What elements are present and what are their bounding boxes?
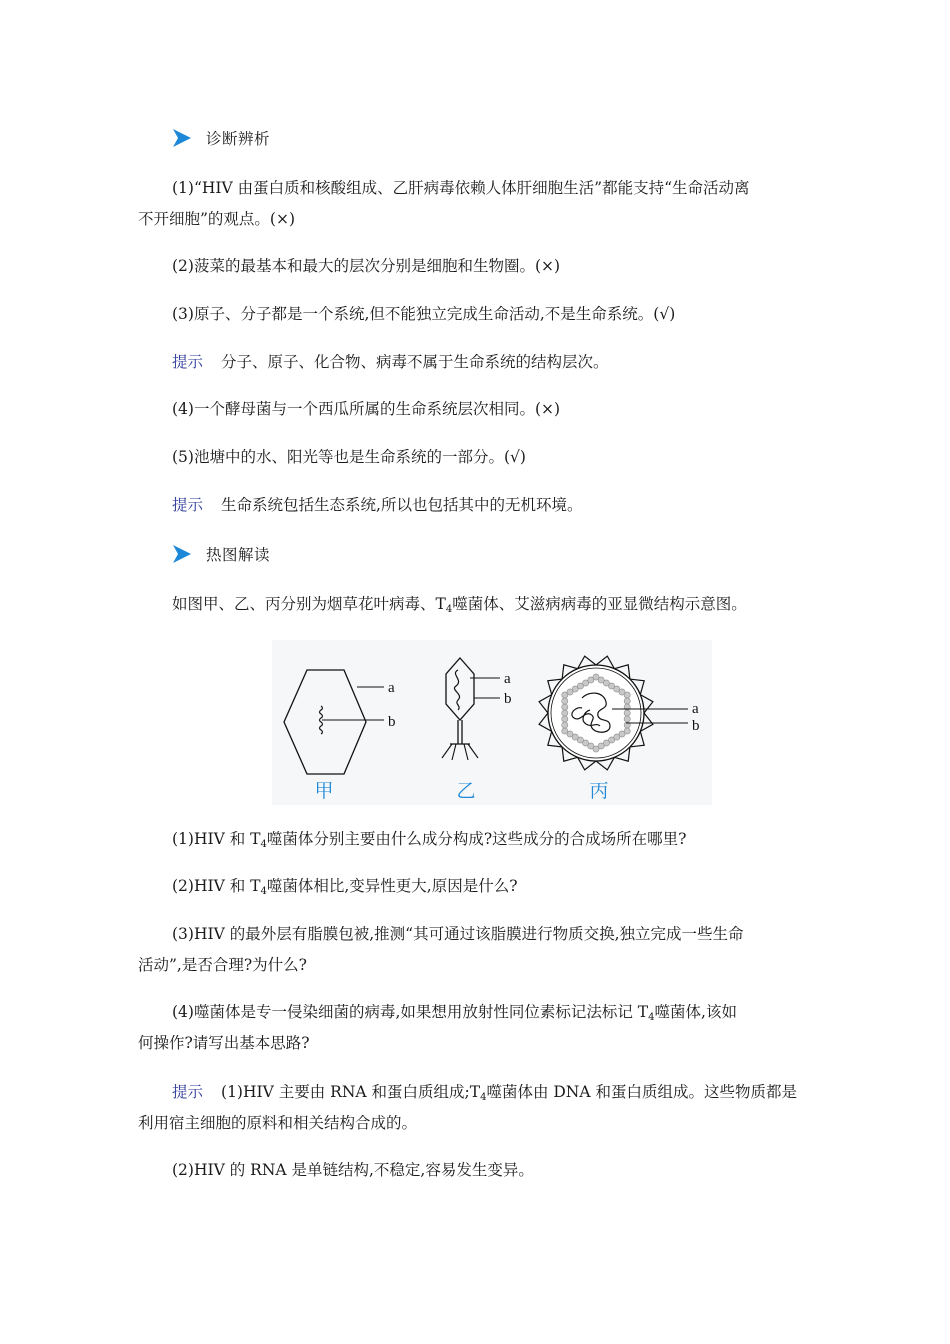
caption-bing: 丙 bbox=[589, 780, 609, 802]
virus-bing bbox=[539, 656, 699, 802]
a1-text-a: (1)HIV 主要由 RNA 和蛋白质组成;T bbox=[221, 1083, 481, 1101]
caption-jia: 甲 bbox=[314, 780, 334, 802]
label-b: b bbox=[504, 691, 512, 707]
item-2: (2)菠菜的最基本和最大的层次分别是细胞和生物圈。(×) bbox=[172, 257, 561, 275]
hexagon-capsid bbox=[284, 670, 366, 774]
matrix-bead bbox=[624, 716, 630, 722]
answer-1-line-1 bbox=[172, 1080, 797, 1110]
hint-label: 提示 bbox=[172, 353, 204, 371]
q4-text-b: 噬菌体,该如 bbox=[654, 1003, 737, 1021]
q4-text-a: (4)噬菌体是专一侵染细菌的病毒,如果想用放射性同位素标记法标记 T bbox=[172, 1003, 649, 1021]
triangle-marker-icon bbox=[172, 128, 192, 148]
tail-fiber bbox=[442, 744, 452, 758]
answer-2: (2)HIV 的 RNA 是单链结构,不稳定,容易发生变异。 bbox=[172, 1161, 534, 1179]
item-1-line-1: (1)“HIV 由蛋白质和核酸组成、乙肝病毒依赖人体肝细胞生活”都能支持“生命活动离 bbox=[172, 179, 750, 197]
tail-fiber bbox=[464, 744, 468, 760]
matrix-bead bbox=[562, 698, 568, 704]
section-header-diagnosis bbox=[172, 126, 270, 150]
phage-head bbox=[446, 658, 474, 720]
tail-fiber bbox=[452, 744, 456, 760]
q1-text-a: (1)HIV 和 T bbox=[172, 830, 261, 848]
subscript: 4 bbox=[260, 839, 267, 850]
item-4: (4)一个酵母菌与一个西瓜所属的生命系统层次相同。(×) bbox=[172, 400, 561, 418]
matrix-bead bbox=[562, 722, 568, 728]
matrix-bead bbox=[624, 692, 630, 698]
subscript: 4 bbox=[480, 1092, 487, 1103]
hint-label: 提示 bbox=[172, 496, 204, 514]
matrix-bead bbox=[562, 728, 568, 734]
hint-label: 提示 bbox=[172, 1083, 204, 1101]
intro-text-b: 噬菌体、艾滋病病毒的亚显微结构示意图。 bbox=[452, 595, 747, 613]
intro-text-a: 如图甲、乙、丙分别为烟草花叶病毒、T bbox=[172, 595, 446, 613]
item-1-line-2: 不开细胞”的观点。(×) bbox=[138, 210, 296, 228]
label-a: a bbox=[504, 671, 511, 687]
question-4-line-2: 何操作?请写出基本思路? bbox=[138, 1034, 310, 1052]
label-a: a bbox=[692, 701, 699, 717]
section-title: 热图解读 bbox=[206, 546, 271, 564]
triangle-marker-icon bbox=[172, 544, 192, 564]
question-2 bbox=[172, 874, 518, 904]
question-3-line-1: (3)HIV 的最外层有脂膜包被,推测“其可通过该脂膜进行物质交换,独立完成一些生命 bbox=[172, 925, 744, 943]
matrix-bead bbox=[624, 710, 630, 716]
answer-1-line-2: 利用宿主细胞的原料和相关结构合成的。 bbox=[138, 1114, 418, 1132]
label-a: a bbox=[388, 680, 395, 696]
dna-coil bbox=[454, 670, 459, 710]
hint-1 bbox=[172, 350, 609, 374]
hint-text: 生命系统包括生态系统,所以也包括其中的无机环境。 bbox=[221, 496, 583, 514]
hint-text: 分子、原子、化合物、病毒不属于生命系统的结构层次。 bbox=[221, 353, 609, 371]
virus-diagram bbox=[272, 640, 712, 805]
figure-intro bbox=[172, 592, 747, 622]
item-3: (3)原子、分子都是一个系统,但不能独立完成生命活动,不是生命系统。(√) bbox=[172, 305, 676, 323]
q1-text-b: 噬菌体分别主要由什么成分构成?这些成分的合成场所在哪里? bbox=[266, 830, 687, 848]
section-header-figure bbox=[172, 542, 270, 566]
label-b: b bbox=[388, 714, 396, 730]
label-b: b bbox=[692, 718, 700, 734]
matrix-bead bbox=[562, 704, 568, 710]
subscript: 4 bbox=[648, 1012, 655, 1023]
question-3-line-2: 活动”,是否合理?为什么? bbox=[138, 956, 307, 974]
virus-structure-figure bbox=[272, 640, 712, 805]
a1-text-b: 噬菌体由 DNA 和蛋白质组成。这些物质都是 bbox=[486, 1083, 797, 1101]
caption-yi: 乙 bbox=[456, 780, 476, 802]
tail-fiber bbox=[468, 744, 478, 758]
item-5: (5)池塘中的水、阳光等也是生命系统的一部分。(√) bbox=[172, 448, 526, 466]
section-title: 诊断辨析 bbox=[206, 130, 271, 148]
hint-2 bbox=[172, 493, 582, 517]
matrix-bead bbox=[624, 698, 630, 704]
virus-yi bbox=[442, 658, 512, 802]
q2-text-a: (2)HIV 和 T bbox=[172, 877, 261, 895]
matrix-bead bbox=[562, 710, 568, 716]
subscript: 4 bbox=[445, 604, 453, 615]
q2-text-b: 噬菌体相比,变异性更大,原因是什么? bbox=[266, 877, 518, 895]
question-4-line-1 bbox=[172, 1000, 737, 1030]
question-1 bbox=[172, 827, 686, 857]
matrix-bead bbox=[562, 716, 568, 722]
subscript: 4 bbox=[260, 886, 267, 897]
virus-jia bbox=[284, 670, 396, 802]
matrix-bead bbox=[588, 677, 594, 683]
